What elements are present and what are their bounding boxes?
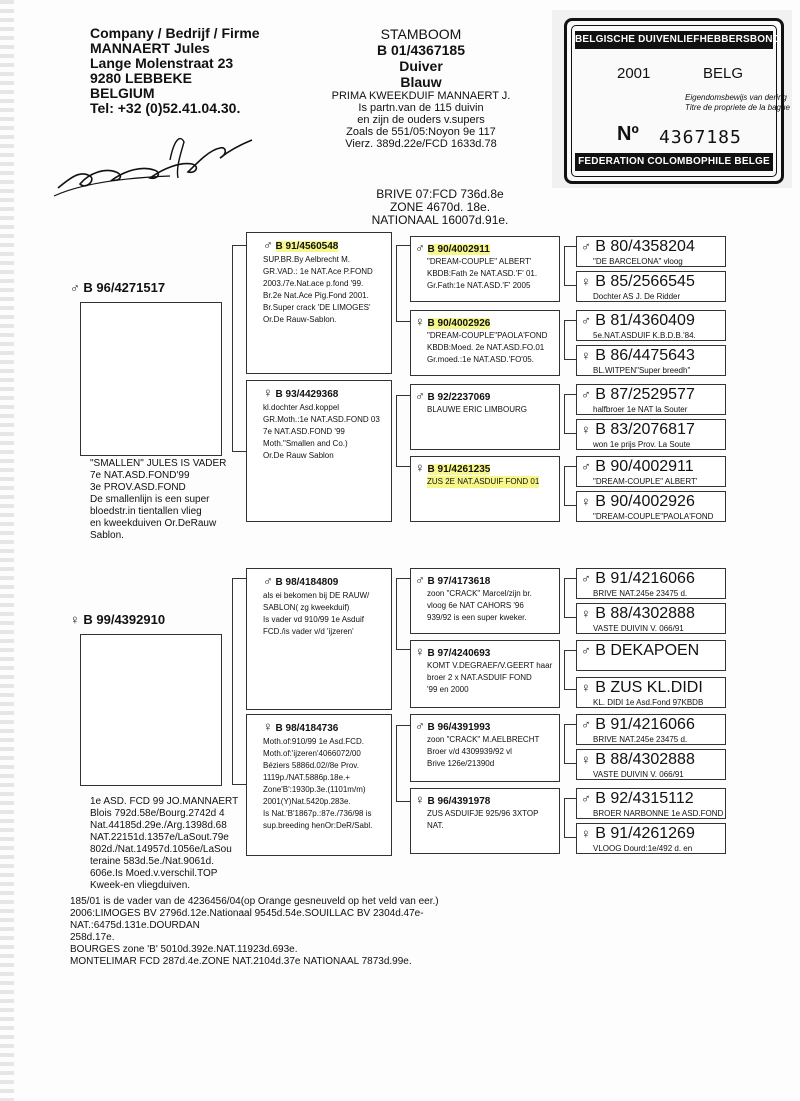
dam-photo-placeholder [80, 634, 222, 786]
gen3-box: ♀ B 96/4391978 ZUS ASDUIFJE 925/96 3XTOP NAT. [410, 788, 560, 854]
male-symbol-icon: ♂ [581, 313, 591, 328]
connector [232, 245, 247, 452]
main-ring: B 01/4367185 [377, 42, 465, 58]
male-symbol-icon: ♂ [415, 572, 425, 587]
female-symbol-icon: ♀ [263, 719, 273, 734]
header-line: Vierz. 389d.22e/FCD 1633d.78 [345, 138, 497, 150]
gen2-box-sire-sire: ♂ B 91/4560548 SUP.BR.By Aelbrecht M. GR.VAD.: 1e NAT.Ace P.FOND 2003./7e.Nat.ace p.fond '99. Br.2e Nat.Ace Pig.Fond 2001. Br.Super crack 'DE LIMOGES' Or.De Rauw-Sablon. [246, 232, 392, 374]
male-symbol-icon: ♂ [581, 791, 591, 806]
company-name: MANNAERT Jules [90, 40, 210, 56]
company-block [90, 26, 260, 116]
male-symbol-icon: ♂ [263, 237, 273, 252]
gen2-box-sire-dam: ♀ B 93/4429368 kl.dochter Asd.koppel GR.Moth.:1e NAT.ASD.FOND 03 7e NAT.ASD.FOND '99 Moth."Smallen and Co.) Or.De Rauw Sablon [246, 380, 392, 522]
female-symbol-icon: ♀ [581, 680, 591, 695]
female-symbol-icon: ♀ [581, 422, 591, 437]
result-line: BRIVE 07:FCD 736d.8e [376, 187, 504, 201]
gen4-box: ♀ B ZUS KL.DIDI KL. DIDI 1e Asd.Fond 97KBDB [576, 677, 726, 708]
gen4-box: ♀ B 91/4261269 VLOOG Dourd:1e/492 d. en [576, 823, 726, 854]
gen4-box: ♂ B 81/4360409 5e.NAT.ASDUIF K.B.D.B.'84. [576, 310, 726, 341]
female-symbol-icon: ♀ [415, 460, 425, 475]
gen4-box: ♀ B 88/4302888 VASTE DUIVIN V. 066/91 [576, 603, 726, 634]
connector [396, 578, 411, 650]
stamp-frame [564, 18, 790, 184]
female-symbol-icon: ♀ [581, 606, 591, 621]
gen4-box: ♂ B 90/4002911 "DREAM-COUPLE" ALBERT' [576, 456, 726, 487]
header-line: Zoals de 551/05:Noyon 9e 117 [346, 126, 496, 138]
male-symbol-icon: ♂ [581, 643, 591, 658]
gen4-box: ♂ B 92/4315112 BROER NARBONNE 1e ASD.FOND [576, 788, 726, 819]
stamp-number-label: Nº [617, 123, 639, 145]
company-label: Company / Bedrijf / Firme [90, 25, 260, 41]
gen4-box: ♀ B 86/4475643 BL.WITPEN"Super breedh" [576, 345, 726, 376]
handwritten-signature [50, 120, 260, 200]
sire-ring: ♂ B 96/4271517 [70, 280, 166, 295]
male-symbol-icon: ♂ [581, 459, 591, 474]
main-color: Blauw [400, 74, 442, 90]
gen3-box: ♀ B 91/4261235 ZUS 2E NAT.ASDUIF FOND 01 [410, 456, 560, 522]
stamp-top-band: BELGISCHE DUIVENLIEFHEBBERSBOND [575, 31, 773, 49]
gen4-box: ♂ B 91/4216066 BRIVE NAT.245e 23475 d. [576, 714, 726, 745]
gen3-box: ♂ B 96/4391993 zoon "CRACK" M.AELBRECHT Broer v/d 4309939/92 vl Brive 126e/21390d [410, 714, 560, 782]
stamp-number: 4367185 [659, 127, 742, 148]
male-symbol-icon: ♂ [415, 240, 425, 255]
company-street: Lange Molenstraat 23 [90, 55, 234, 71]
stamp-note: Eigendomsbewijs van dering Titre de propriete de la bague [685, 93, 790, 112]
header-line: en zijn de ouders v.supers [357, 114, 485, 126]
male-symbol-icon: ♂ [581, 717, 591, 732]
male-symbol-icon: ♂ [581, 387, 591, 402]
gen4-box: ♂ B 80/4358204 "DE BARCELONA" vloog [576, 236, 726, 267]
female-symbol-icon: ♀ [581, 274, 591, 289]
gen4-box: ♀ B 90/4002926 "DREAM-COUPLE"PAOLA'FOND [576, 491, 726, 522]
result-line: ZONE 4670d. 18e. [389, 200, 491, 214]
male-symbol-icon: ♂ [581, 239, 591, 254]
stamp-bottom-band: FEDERATION COLOMBOPHILE BELGE [575, 153, 773, 171]
gen4-box: ♀ B 85/2566545 Dochter AS J. De Ridder [576, 271, 726, 302]
bottom-notes: 185/01 is de vader van de 4236456/04(op Orange gesneuveld op het veld van eer.) 2006:LIMOGES BV 2796d.12e.Nationaal 9545d.54e.SOUILLAC BV 2304d.47e- NAT.:6475d.131e.DOURDAN 258d.17e. BOURGES zone 'B' 5010d.392e.NAT.11923d.693e. MONTELIMAR FCD 287d.4e.ZONE NAT.2104d.37e NATIONAAL 7873d.99e. [70, 896, 439, 967]
female-symbol-icon: ♀ [70, 612, 80, 627]
gen3-box: ♂ B 97/4173618 zoon "CRACK" Marcel/zijn br. vloog 6e NAT CAHORS '96 939/92 is een super kweker. [410, 568, 560, 634]
female-symbol-icon: ♀ [263, 385, 273, 400]
female-symbol-icon: ♀ [415, 314, 425, 329]
gen3-box: ♂ B 92/2237069 BLAUWE ERIC LIMBOURG [410, 384, 560, 450]
gen4-box: ♀ B 88/4302888 VASTE DUIVIN V. 066/91 [576, 749, 726, 780]
sire-photo-placeholder [80, 302, 222, 456]
female-symbol-icon: ♀ [415, 792, 425, 807]
male-symbol-icon: ♂ [70, 280, 80, 295]
gen4-box: ♀ B 83/2076817 won 1e prijs Prov. La Soute [576, 419, 726, 450]
gen4-box: ♂ B 87/2529577 halfbroer 1e NAT la Souter [576, 384, 726, 415]
connector [396, 395, 411, 467]
female-symbol-icon: ♀ [415, 644, 425, 659]
doc-title: STAMBOOM [380, 26, 462, 42]
sire-description: "SMALLEN" JULES IS VADER 7e NAT.ASD.FOND'99 3e PROV.ASD.FOND De smallenlijn is een super bloedstr.in tientallen vlieg en kweekduiven Or.DeRauw Sablon. [90, 458, 227, 541]
perforated-edge [0, 0, 14, 1101]
connector [396, 245, 411, 322]
header-line: Is partn.van de 115 duivin [358, 102, 484, 114]
male-symbol-icon: ♂ [415, 388, 425, 403]
gen3-box: ♀ B 90/4002926 "DREAM-COUPLE"PAOLA'FOND KBDB:Moed. 2e NAT.ASD.FO.01 Gr.moed.:1e NAT.ASD.'FO'05. [410, 310, 560, 376]
gen4-box: ♂ B DEKAPOEN [576, 640, 726, 671]
results-summary [340, 188, 540, 227]
female-symbol-icon: ♀ [581, 348, 591, 363]
male-symbol-icon: ♂ [581, 571, 591, 586]
company-city: 9280 LEBBEKE [90, 70, 192, 86]
male-symbol-icon: ♂ [263, 573, 273, 588]
gen3-box: ♂ B 90/4002911 "DREAM-COUPLE" ALBERT' KBDB:Fath 2e NAT.ASD.'F' 01. Gr.Fath:1e NAT.ASD.'F' 2005 [410, 236, 560, 302]
stamp-country: BELG [703, 65, 744, 82]
dam-ring: ♀ B 99/4392910 [70, 612, 166, 627]
female-symbol-icon: ♀ [581, 826, 591, 841]
pedigree-header [296, 26, 546, 150]
gen2-box-dam-dam: ♀ B 98/4184736 Moth.of:910/99 1e Asd.FCD. Moth.of:'ijzeren'4066072/00 Béziers 5886d.02//8e Prov. 1119p./NAT.5886p.18e.+ Zone'B':1930p.3e.(1101m/m) 2001(Y)Nat.5420p.283e. Is Nat.'B'1867p.:87e./736/98 is sup.breeding henOr:DeR/Sabl. [246, 714, 392, 856]
connector [396, 725, 411, 802]
female-symbol-icon: ♀ [581, 752, 591, 767]
female-symbol-icon: ♀ [581, 494, 591, 509]
male-symbol-icon: ♂ [415, 718, 425, 733]
stamp-year: 2001 [617, 65, 651, 82]
gen4-box: ♂ B 91/4216066 BRIVE NAT.245e 23475 d. [576, 568, 726, 599]
dam-description: 1e ASD. FCD 99 JO.MANNAERT Blois 792d.58e/Bourg.2742d 4 Nat.44185d.29e./Arg.1398d.68 NAT.22151d.1357e/LaSout.79e 802d./Nat.14957d.1056e/LaSou teraine 583d.5e./Nat.9061d. 606e.Is Moed.v.verschil.TOP Kweek-en vliegduiven. [90, 796, 239, 891]
header-line: PRIMA KWEEKDUIF MANNAERT J. [331, 90, 511, 102]
ring-certificate-stamp [552, 10, 792, 188]
result-line: NATIONAAL 16007d.91e. [371, 213, 509, 227]
connector [232, 578, 247, 785]
company-tel: Tel: +32 (0)52.41.04.30. [90, 100, 241, 116]
company-country: BELGIUM [90, 85, 155, 101]
gen3-box: ♀ B 97/4240693 KOMT V.DEGRAEF/V.GEERT haar broer 2 x NAT.ASDUIF FOND '99 en 2000 [410, 640, 560, 708]
gen2-box-dam-sire: ♂ B 98/4184809 als ei bekomen bij DE RAUW/ SABLON( zg kweekduif) Is vader vd 910/99 1e Asduif FCD./is vader v/d 'ijzeren' [246, 568, 392, 710]
main-sex: Duiver [399, 58, 443, 74]
